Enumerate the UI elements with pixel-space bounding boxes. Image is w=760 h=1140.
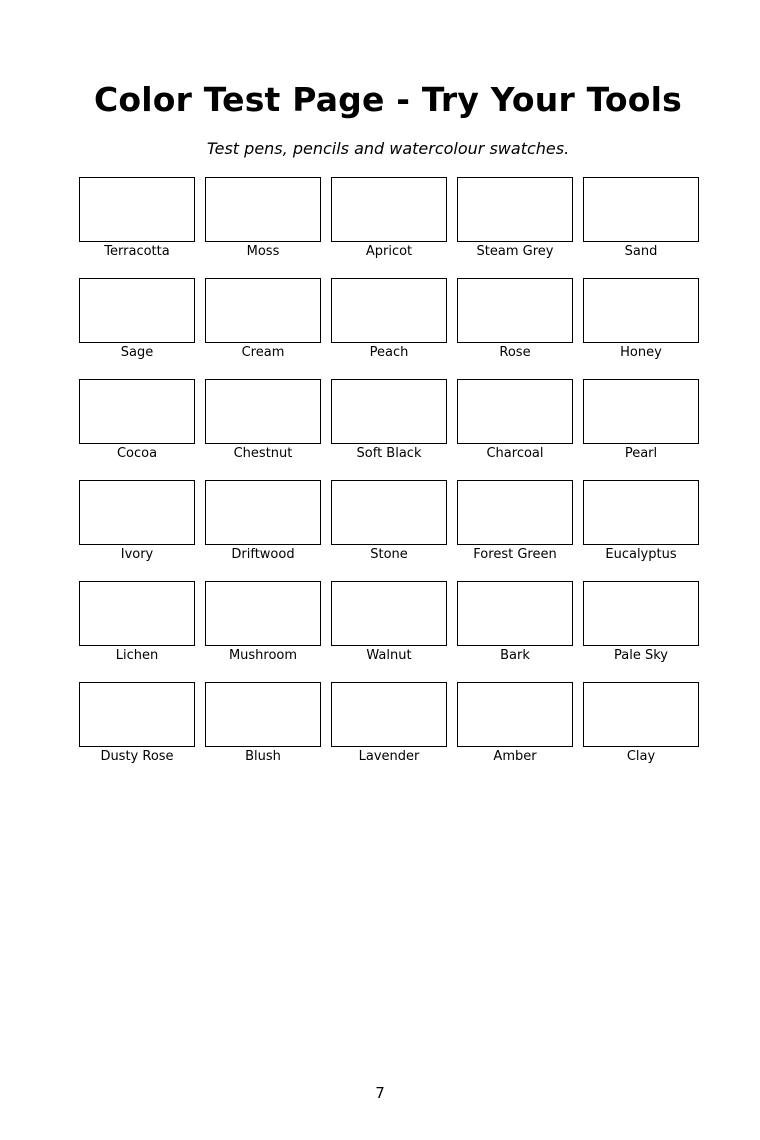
swatch-blush	[205, 682, 321, 766]
swatch-label: Lavender	[358, 749, 420, 764]
swatch-box	[331, 278, 447, 343]
swatch-terracotta	[79, 177, 195, 261]
page-subtitle: Test pens, pencils and watercolour swatches.	[206, 139, 570, 158]
swatch-box	[457, 480, 573, 545]
page-title: Color Test Page - Try Your Tools	[93, 80, 683, 119]
swatch-box	[205, 379, 321, 444]
swatch-chestnut	[205, 379, 321, 463]
swatch-mushroom	[205, 581, 321, 665]
swatch-label: Rose	[499, 345, 531, 360]
swatch-box	[583, 379, 699, 444]
swatch-label: Clay	[626, 749, 656, 764]
swatch-box	[583, 581, 699, 646]
swatch-box	[205, 682, 321, 747]
swatch-rose	[457, 278, 573, 362]
swatch-charcoal	[457, 379, 573, 463]
swatch-walnut	[331, 581, 447, 665]
swatch-sage	[79, 278, 195, 362]
swatch-ivory	[79, 480, 195, 564]
swatch-label: Bark	[500, 648, 530, 663]
swatch-label: Pale Sky	[614, 648, 668, 663]
swatch-box	[79, 278, 195, 343]
swatch-moss	[205, 177, 321, 261]
swatch-label: Terracotta	[104, 244, 170, 259]
swatch-box	[457, 177, 573, 242]
swatch-lavender	[331, 682, 447, 766]
swatch-box	[205, 278, 321, 343]
swatch-label: Sand	[624, 244, 658, 259]
swatch-clay	[583, 682, 699, 766]
swatch-cream	[205, 278, 321, 362]
swatch-stone	[331, 480, 447, 564]
swatch-label: Apricot	[365, 244, 413, 259]
swatch-pearl	[583, 379, 699, 463]
swatch-cocoa	[79, 379, 195, 463]
swatch-soft-black	[331, 379, 447, 463]
swatch-sand	[583, 177, 699, 261]
swatch-box	[331, 682, 447, 747]
swatch-label: Blush	[245, 749, 281, 764]
swatch-box	[583, 480, 699, 545]
swatch-label: Honey	[620, 345, 662, 360]
swatch-box	[457, 682, 573, 747]
swatch-box	[331, 177, 447, 242]
swatch-eucalyptus	[583, 480, 699, 564]
swatch-dusty-rose	[79, 682, 195, 766]
swatch-label: Dusty Rose	[100, 749, 174, 764]
swatch-box	[583, 177, 699, 242]
swatch-label: Amber	[493, 749, 537, 764]
swatch-label: Soft Black	[356, 446, 422, 461]
swatch-label: Charcoal	[486, 446, 544, 461]
swatch-box	[205, 480, 321, 545]
swatch-label: Pearl	[624, 446, 658, 461]
swatch-label: Stone	[370, 547, 408, 562]
swatch-bark	[457, 581, 573, 665]
swatch-box	[331, 581, 447, 646]
swatch-label: Cream	[241, 345, 285, 360]
swatch-box	[331, 379, 447, 444]
swatch-box	[205, 177, 321, 242]
swatch-label: Mushroom	[228, 648, 298, 663]
page-number: 7	[375, 1084, 385, 1102]
swatch-label: Moss	[246, 244, 280, 259]
swatch-steam-grey	[457, 177, 573, 261]
swatch-label: Forest Green	[473, 547, 557, 562]
swatch-box	[457, 379, 573, 444]
swatch-box	[457, 278, 573, 343]
swatch-label: Chestnut	[233, 446, 293, 461]
swatch-label: Steam Grey	[476, 244, 554, 259]
swatch-apricot	[331, 177, 447, 261]
swatch-grid	[79, 177, 699, 766]
swatch-box	[205, 581, 321, 646]
swatch-amber	[457, 682, 573, 766]
swatch-box	[331, 480, 447, 545]
swatch-forest-green	[457, 480, 573, 564]
swatch-lichen	[79, 581, 195, 665]
swatch-box	[583, 278, 699, 343]
swatch-box	[457, 581, 573, 646]
swatch-peach	[331, 278, 447, 362]
swatch-label: Eucalyptus	[605, 547, 677, 562]
swatch-box	[79, 682, 195, 747]
swatch-pale-sky	[583, 581, 699, 665]
swatch-label: Peach	[369, 345, 409, 360]
swatch-label: Sage	[120, 345, 154, 360]
swatch-label: Cocoa	[116, 446, 158, 461]
swatch-label: Walnut	[366, 648, 412, 663]
swatch-box	[79, 581, 195, 646]
swatch-box	[79, 480, 195, 545]
swatch-label: Driftwood	[231, 547, 295, 562]
swatch-box	[79, 379, 195, 444]
swatch-driftwood	[205, 480, 321, 564]
swatch-box	[583, 682, 699, 747]
swatch-label: Ivory	[120, 547, 154, 562]
swatch-box	[79, 177, 195, 242]
swatch-label: Lichen	[115, 648, 159, 663]
swatch-honey	[583, 278, 699, 362]
